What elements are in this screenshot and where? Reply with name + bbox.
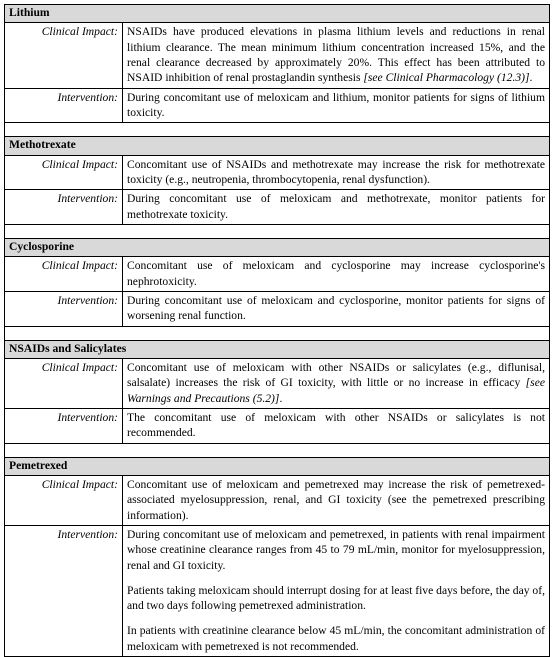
table-row [5,408,550,443]
table-row [5,190,550,225]
clinical-impact-reference: [see Clinical Pharmacology (12.3)] [363,71,530,85]
intervention-paragraph: In patients with creatinine clearance below 45 mL/min, the concomitant administration of meloxicam with pemetrexed is not recommended. [127,624,545,653]
section-title: NSAIDs and Salicylates [5,340,550,358]
section-header-pemetrexed [5,457,550,475]
clinical-impact-reference: [see Warnings and Precautions (5.2)] [127,376,545,405]
intervention-label: Intervention: [5,88,123,123]
section-title: Lithium [5,5,550,23]
clinical-impact-tail: . [529,71,533,85]
clinical-impact-label: Clinical Impact: [5,476,123,526]
intervention-label: Intervention: [5,408,123,443]
intervention-text: During concomitant use of meloxicam and methotrexate, monitor patients for methotrexate toxicity. [123,190,550,225]
section-header-methotrexate [5,137,550,155]
section-spacer [5,224,550,238]
table-row [5,292,550,327]
section-title: Pemetrexed [5,457,550,475]
clinical-impact-label: Clinical Impact: [5,359,123,409]
clinical-impact-body: Concomitant use of meloxicam with other NSAIDs or salicylates (e.g., diflunisal, salsalate) increases the risk of GI toxicity, with little or no increase in efficacy [127,361,545,390]
table-row [5,23,550,88]
intervention-text: The concomitant use of meloxicam with other NSAIDs or salicylates is not recommended. [123,408,550,443]
table-row [5,88,550,123]
clinical-impact-text: Concomitant use of meloxicam and cyclosporine may increase cyclosporine's nephrotoxicity. [123,257,550,292]
drug-interactions-table [4,4,550,657]
table-row [5,359,550,409]
intervention-text: During concomitant use of meloxicam and lithium, monitor patients for signs of lithium toxicity. [123,88,550,123]
clinical-impact-label: Clinical Impact: [5,23,123,88]
section-spacer [5,326,550,340]
section-header-lithium [5,5,550,23]
clinical-impact-body: NSAIDs have produced elevations in plasma lithium levels and reductions in renal lithium clearance. The mean minimum lithium concentration increased 15%, and the renal clearance decreased by approximately 20%. This effect has been attributed to NSAID inhibition of renal prostaglandin synthesis [127,25,545,85]
clinical-impact-label: Clinical Impact: [5,155,123,190]
section-header-cyclosporine [5,238,550,256]
clinical-impact-text: Concomitant use of meloxicam and pemetrexed may increase the risk of pemetrexed-associated myelosuppression, renal, and GI toxicity (see the pemetrexed prescribing information). [123,476,550,526]
section-spacer [5,443,550,457]
table-row [5,476,550,526]
section-title: Methotrexate [5,137,550,155]
clinical-impact-tail: . [279,391,283,405]
clinical-impact-text [123,359,550,409]
intervention-label: Intervention: [5,292,123,327]
table-row [5,257,550,292]
intervention-label: Intervention: [5,190,123,225]
table-row [5,155,550,190]
intervention-paragraph: During concomitant use of meloxicam and pemetrexed, in patients with renal impairment whose creatinine clearance ranges from 45 to 79 mL/min, monitor for myelosuppression, renal and GI toxicity. [127,527,545,572]
clinical-impact-text: Concomitant use of NSAIDs and methotrexate may increase the risk for methotrexate toxicity (e.g., neutropenia, thrombocytopenia, renal dysfunction). [123,155,550,190]
intervention-text: During concomitant use of meloxicam and cyclosporine, monitor patients for signs of worsening renal function. [123,292,550,327]
intervention-text [123,525,550,656]
intervention-label: Intervention: [5,525,123,656]
intervention-paragraph: Patients taking meloxicam should interrupt dosing for at least five days before, the day of, and two days following pemetrexed administration. [127,583,545,613]
clinical-impact-text [123,23,550,88]
section-title: Cyclosporine [5,238,550,256]
table-row [5,525,550,656]
clinical-impact-label: Clinical Impact: [5,257,123,292]
section-header-nsaids-salicylates [5,340,550,358]
section-spacer [5,123,550,137]
